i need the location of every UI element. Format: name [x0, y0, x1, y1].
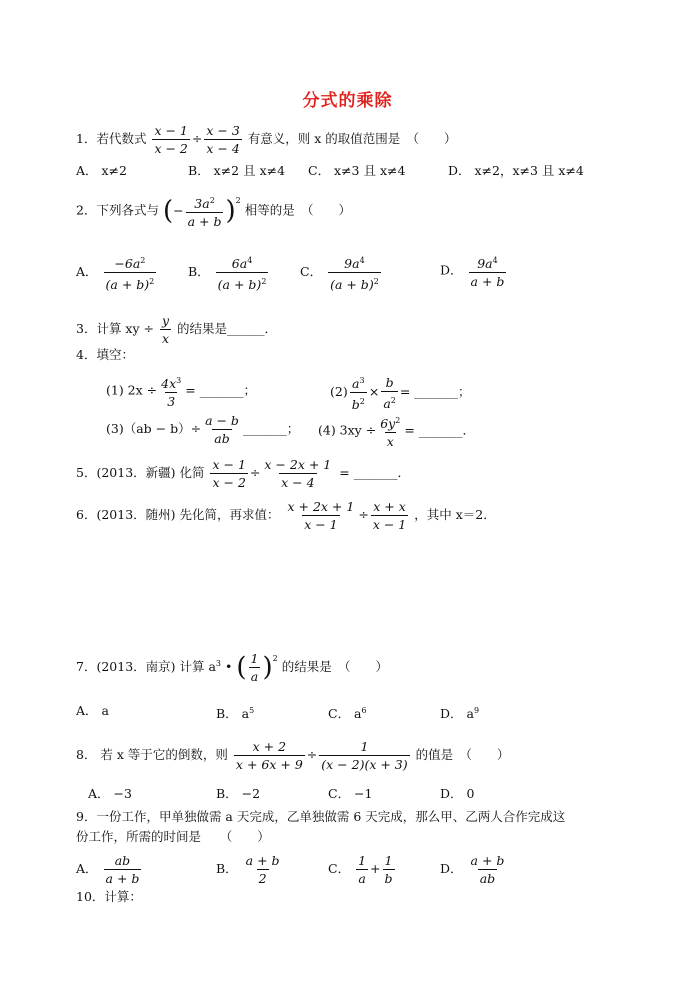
question-3: 3．计算 xy ÷ $\frac{y}{x}$ 的结果是______．	[76, 313, 278, 346]
q3-fraction: $\frac{y}{x}$	[161, 313, 170, 346]
q9-option-d: D． $\frac{a + b}{ab}$	[440, 853, 505, 886]
question-10-label: 10．计算：	[76, 889, 142, 904]
q4-part-1: (1) 2x ÷ $\frac{4x^3}{3}$ = _______；	[106, 376, 256, 410]
question-4-label: 4．填空：	[76, 347, 134, 362]
q4-part-2: (2) $\frac{a^3}{b^2}$ × $\frac{b}{a^2}$ = _______；	[330, 374, 471, 413]
q9-option-c: C． $\frac{1}{a}$ + $\frac{1}{b}$	[328, 853, 393, 886]
q7-option-d: D． $a^9$	[440, 706, 480, 722]
q1-option-b: B． x≠2 且 x≠4	[188, 163, 286, 178]
q8-option-a: A． −3	[88, 786, 132, 801]
q7-option-b: B． $a^5$	[216, 706, 255, 722]
q1-option-d: D． x≠2，x≠3 且 x≠4	[448, 163, 584, 178]
q2-option-a: A． $\frac{-6a^2}{(a + b)^2}$	[76, 256, 155, 293]
q4-part-3: (3)（ab − b）÷ $\frac{a - b}{ab}$ _______；	[106, 413, 300, 446]
q7-option-c: C． $a^6$	[328, 706, 367, 722]
q7-option-a: A． a	[76, 703, 109, 718]
question-6: 6．(2013．随州) 先化简，再求值： $\frac{x + 2x + 1}{x - 1}$ ÷ $\frac{x + x}{x - 1}$ ，其中 x＝2．	[76, 499, 496, 532]
q2-option-b: B． $\frac{6a^4}{(a + b)^2}$	[188, 256, 267, 293]
q1-option-c: C． x≠3 且 x≠4	[308, 163, 406, 178]
q1-fraction-1: $\frac{x - 1}{x - 2}$	[154, 123, 188, 156]
q9-option-b: B． $\frac{a + b}{2}$	[216, 853, 280, 886]
question-1: 1．若代数式 $\frac{x - 1}{x - 2}$ ÷ $\frac{x - 3}{x - 4}$ 有意义，则 x 的取值范围是 （ ）	[76, 123, 457, 156]
question-9-line-2: 份工作，所需的时间是 （ ）	[76, 829, 270, 844]
q8-option-d: D． 0	[440, 786, 475, 801]
question-8: 8． 若 x 等于它的倒数，则 $\frac{x + 2}{x + 6x + 9}$ ÷ $\frac{1}{(x - 2)(x + 3)}$ 的值是 （ ）	[76, 739, 510, 772]
q2-option-d: D． $\frac{9a^4}{a + b}$	[440, 256, 505, 290]
question-7: 7．(2013．南京) 计算 $a^3$ • ( $\frac{1}{a}$ )$^2$ 的结果是 （ ）	[76, 651, 388, 684]
q8-option-c: C． −1	[328, 786, 373, 801]
q2-option-c: C． $\frac{9a^4}{(a + b)^2}$	[300, 256, 379, 293]
q1-fraction-2: $\frac{x - 3}{x - 4}$	[206, 123, 240, 156]
q8-option-b: B． −2	[216, 786, 261, 801]
question-5: 5．(2013．新疆) 化简 $\frac{x - 1}{x - 2}$ ÷ $\frac{x - 2x + 1}{x - 4}$ = _______．	[76, 457, 410, 490]
question-2: 2．下列各式与 (− $\frac{3a^2}{a + b}$ )$^2$ 相等的是 （ ）	[76, 192, 351, 230]
q1-option-a: A． x≠2	[76, 163, 127, 178]
question-9-line-1: 9．一份工作，甲单独做需 a 天完成，乙单独做需 6 天完成，那么甲、乙两人合作完成这	[76, 809, 566, 824]
page-title: 分式的乘除	[302, 91, 393, 111]
q9-option-a: A． $\frac{ab}{a + b}$	[76, 853, 140, 886]
q4-part-4: (4) 3xy ÷ $\frac{6y^2}{x}$ = _______．	[318, 416, 476, 450]
q2-fraction: $\frac{3a^2}{a + b}$	[187, 196, 222, 230]
